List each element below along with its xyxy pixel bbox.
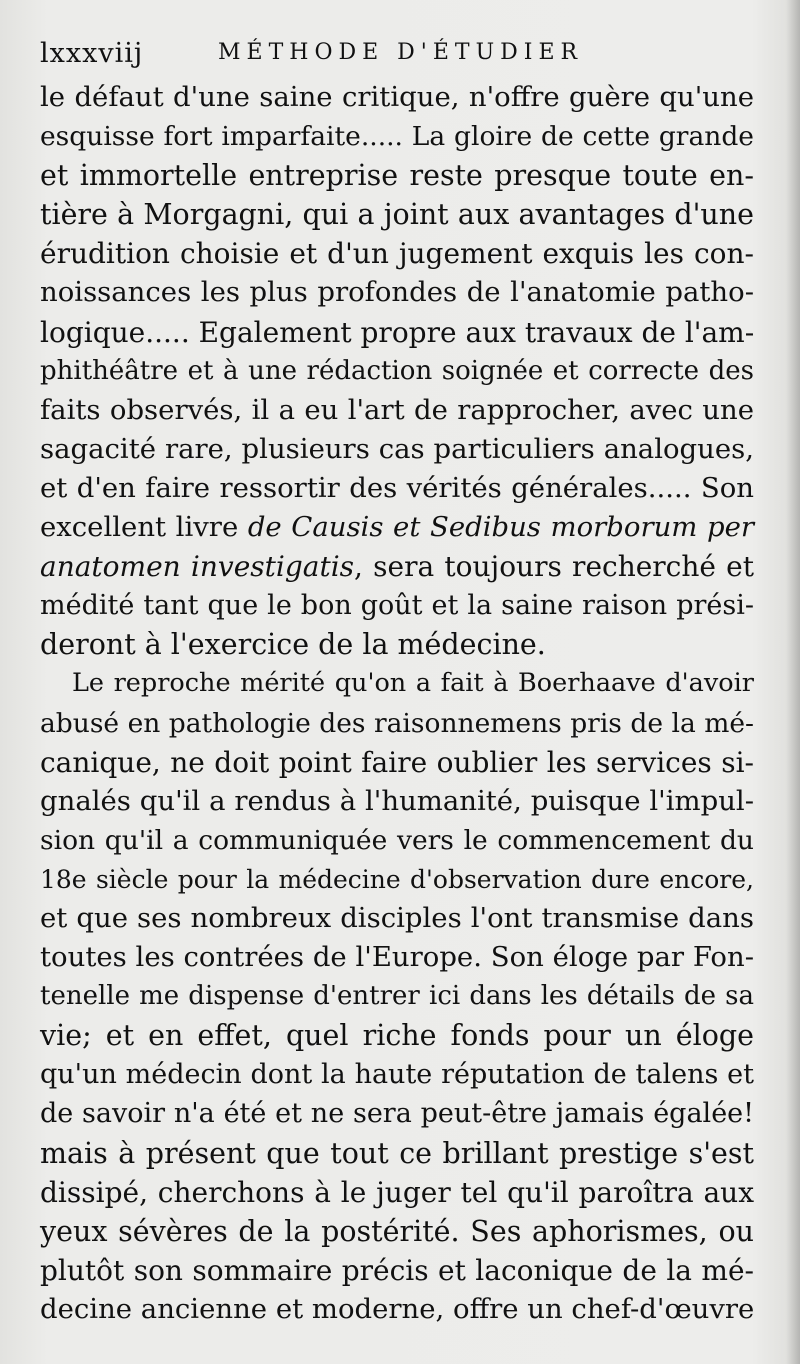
text-line: qu'un médecin dont la haute réputation de talens et bbox=[40, 1059, 754, 1091]
body-text bbox=[40, 78, 754, 1329]
text-run: , sera toujours recherché et bbox=[354, 550, 754, 584]
page-header bbox=[40, 38, 760, 78]
text-line: tière à Morgagni, qui a joint aux avantages d'une bbox=[40, 198, 754, 232]
text-line: sagacité rare, plusieurs cas particuliers analogues, bbox=[40, 432, 754, 465]
text-line: noissances les plus profondes de l'anatomie patho- bbox=[40, 276, 754, 309]
text-line: decine ancienne et moderne, offre un chef-d'œuvre bbox=[40, 1292, 755, 1325]
italic-book-title: de Causis et Sedibus morborum per bbox=[247, 511, 754, 544]
text-line: tenelle me dispense d'entrer ici dans les détails de sa bbox=[40, 981, 754, 1012]
text-line: et d'en faire ressortir des vérités générales..... Son bbox=[40, 471, 754, 504]
text-line: gnalés qu'il a rendus à l'humanité, puisque l'impul- bbox=[40, 784, 754, 817]
text-line: vie; et en effet, quel riche fonds pour un éloge bbox=[40, 1019, 754, 1053]
text-line: plutôt son sommaire précis et laconique de la mé- bbox=[40, 1253, 754, 1287]
text-line: phithéâtre et à une rédaction soignée et correcte des bbox=[40, 355, 754, 386]
text-line: canique, ne doit point faire oublier les services si- bbox=[40, 745, 754, 779]
text-line: érudition choisie et d'un jugement exquis les con- bbox=[40, 237, 754, 271]
text-line: yeux sévères de la postérité. Ses aphorismes, ou bbox=[40, 1214, 754, 1248]
text-line: 18e siècle pour la médecine d'observation dure encore, bbox=[40, 864, 754, 894]
text-line: et que ses nombreux disciples l'ont transmise dans bbox=[40, 901, 754, 934]
italic-book-title: anatomen investigatis bbox=[40, 550, 355, 584]
text-run: excellent livre bbox=[40, 511, 248, 544]
text-line-with-italic-title bbox=[40, 547, 754, 586]
running-title: MÉTHODE D'ÉTUDIER bbox=[218, 40, 584, 65]
text-line: sion qu'il a communiquée vers le commencement du bbox=[40, 824, 754, 856]
text-line: et immortelle entreprise reste presque toute en- bbox=[40, 159, 754, 193]
text-line: dissipé, cherchons à le juger tel qu'il paroîtra aux bbox=[40, 1175, 754, 1209]
page-number: lxxxviij bbox=[40, 38, 144, 69]
text-line: mais à présent que tout ce brillant prestige s'est bbox=[40, 1136, 754, 1170]
text-line: logique..... Egalement propre aux travaux de l'am- bbox=[40, 315, 755, 349]
page-edge-shadow bbox=[786, 0, 800, 1364]
text-line: esquisse fort imparfaite..... La gloire de cette grande bbox=[40, 121, 754, 153]
text-line-with-italic-title bbox=[40, 508, 754, 547]
text-line: faits observés, il a eu l'art de rapprocher, avec une bbox=[40, 393, 754, 426]
text-line: toutes les contrées de l'Europe. Son éloge par Fon- bbox=[40, 941, 754, 974]
text-line: abusé en pathologie des raisonnemens pris de la mé- bbox=[40, 707, 754, 739]
text-line: deront à l'exercice de la médecine. bbox=[40, 628, 546, 662]
text-line: Le reproche mérité qu'on a fait à Boerhaave d'avoir bbox=[72, 668, 754, 699]
text-line: médité tant que le bon goût et la saine raison prési- bbox=[40, 590, 754, 622]
text-line: de savoir n'a été et ne sera peut-être jamais égalée! bbox=[40, 1098, 754, 1130]
text-line: le défaut d'une saine critique, n'offre guère qu'une bbox=[40, 81, 754, 113]
